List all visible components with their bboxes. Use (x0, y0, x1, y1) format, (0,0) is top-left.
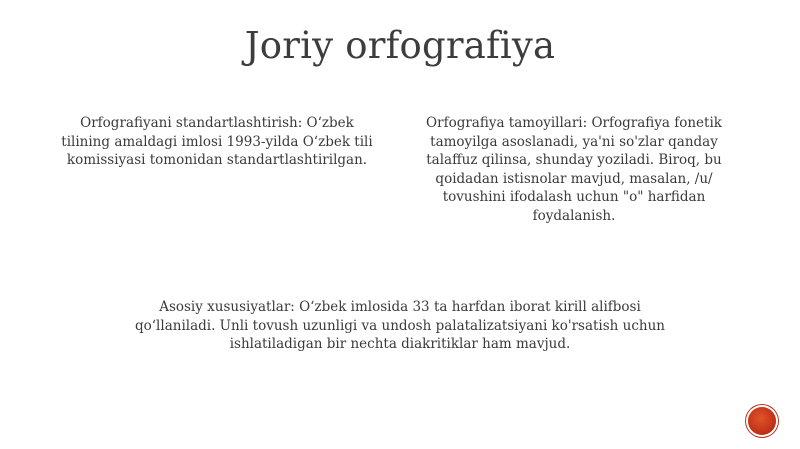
circle-nav-icon[interactable] (748, 407, 776, 435)
text-block-principles: Orfografiya tamoyillari: Orfografiya fonetik tamoyilga asoslanadi, ya'ni so'zlar qanday talaffuz qilinsa, shunday yoziladi. Biroq, bu qoidadan istisnolar mavjud, masalan, /u/ tovushini ifodalash uchun "o" harfidan foydalanish. (426, 115, 722, 224)
text-block-features: Asosiy xususiyatlar: Oʻzbek imlosida 33 ta harfdan iborat kirill alifbosi qoʻllaniladi. Unli tovush uzunligi va undosh palatalizatsiyani ko'rsatish uchun ishlatiladigan bir nechta diakritiklar ham mavjud. (135, 299, 665, 352)
slide-title: Joriy orfografiya (244, 24, 556, 67)
text-block-standardization: Orfografiyani standartlashtirish: Oʻzbek tilining amaldagi imlosi 1993-yilda Oʻzbek tili komissiyasi tomonidan standartlashtirilgan. (61, 115, 373, 168)
